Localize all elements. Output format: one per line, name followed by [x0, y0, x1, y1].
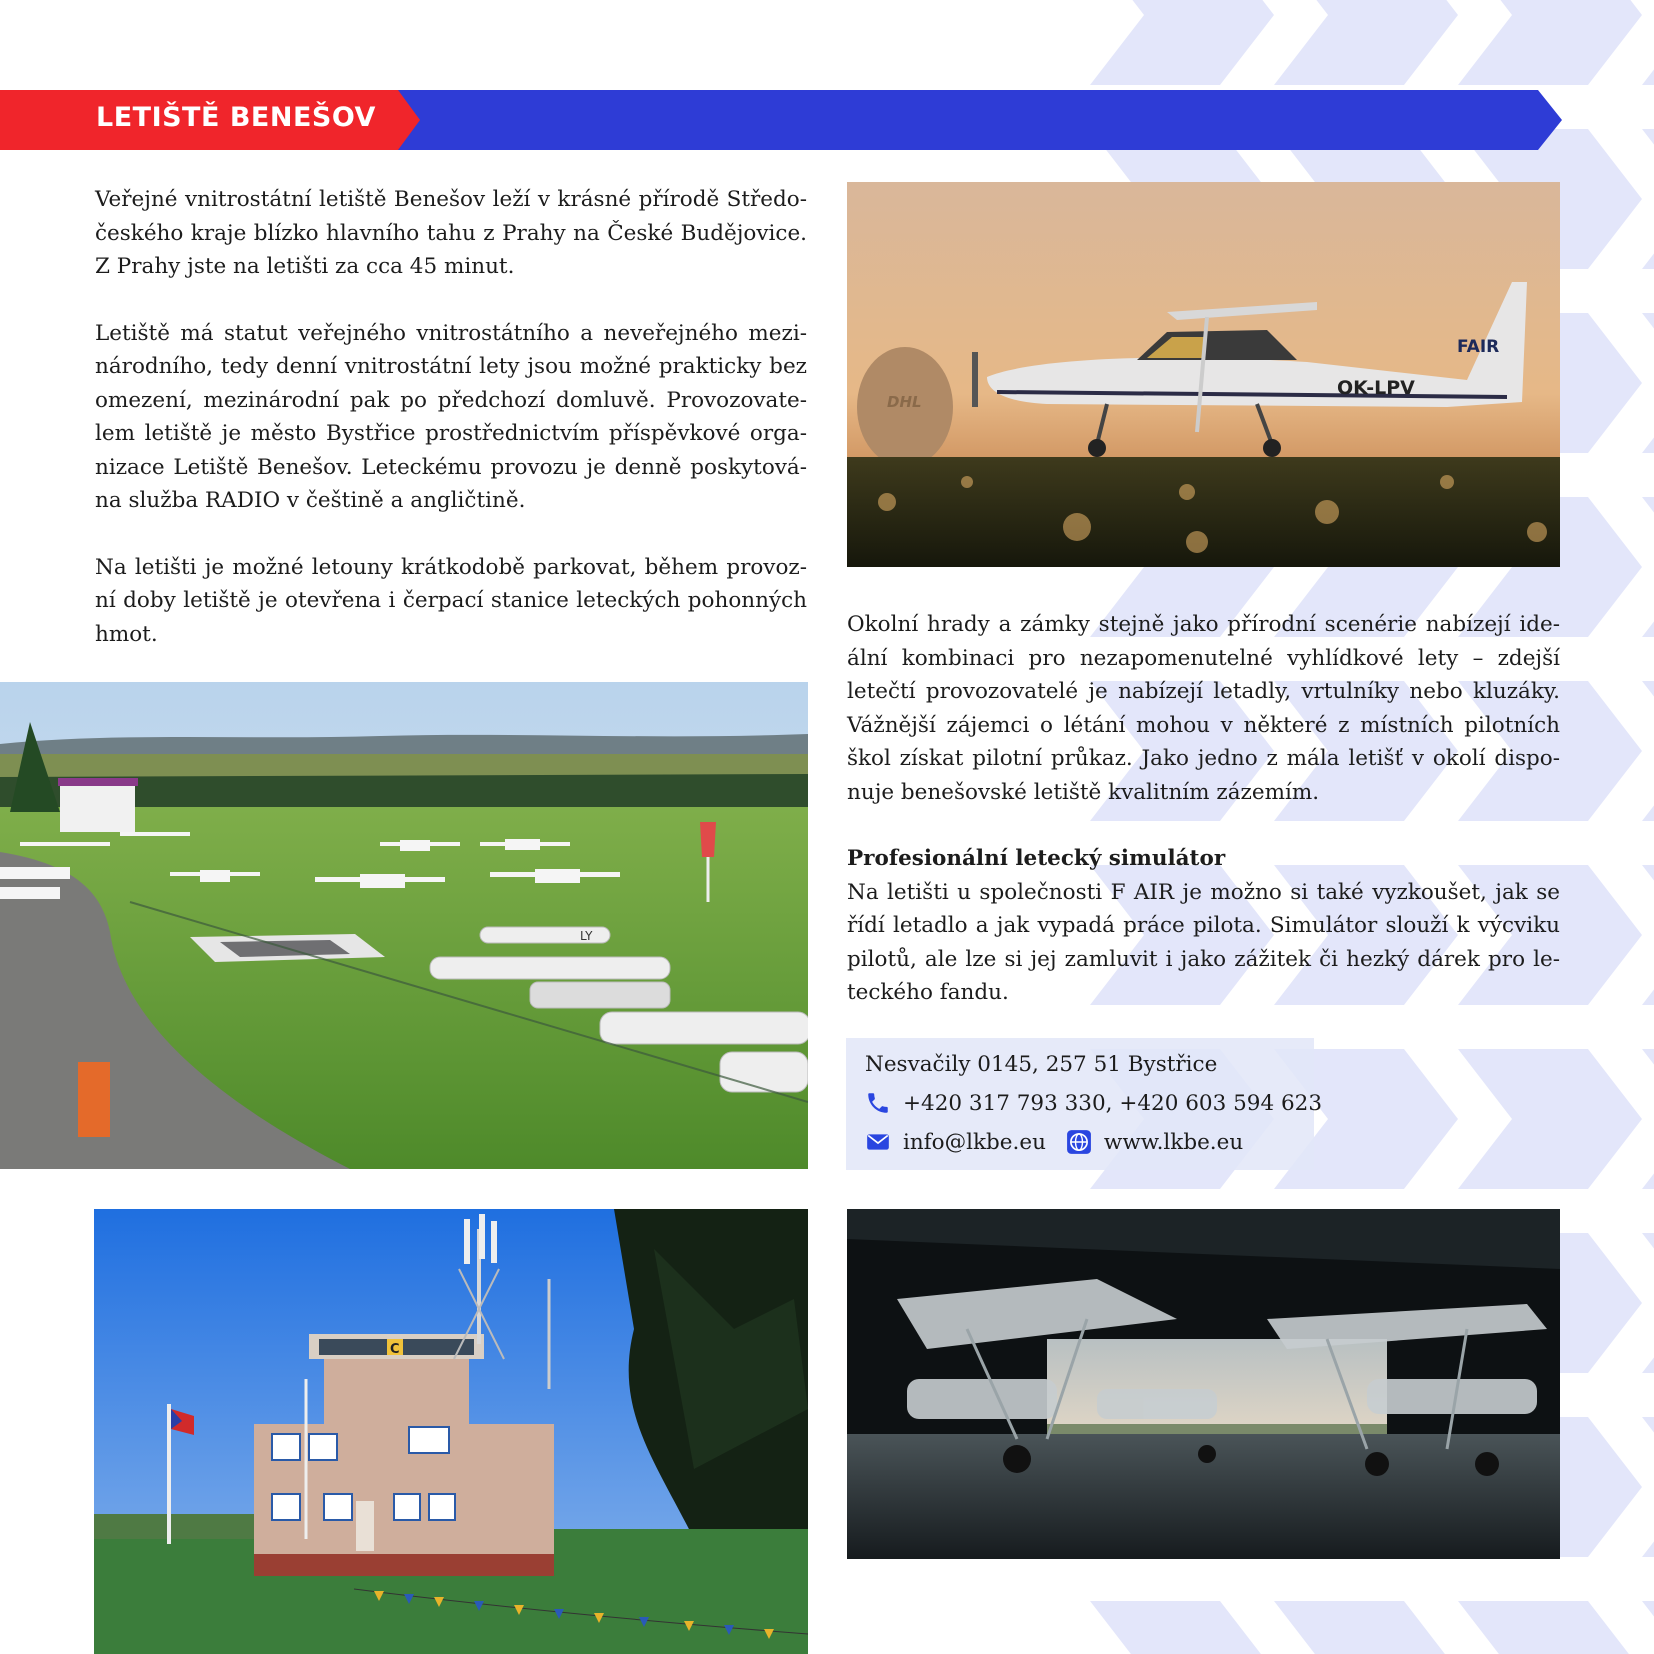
parking-paragraph: Na letišti je možné letouny krátkodobě parkovat, během provozní doby letiště je otevřena i čerpací stanice leteckých pohonných hmot.: [95, 554, 807, 647]
balloon-text: DHL: [887, 393, 922, 411]
intro-text-column: [95, 183, 807, 684]
intro-paragraph: Veřejné vnitrostátní letiště Benešov leží v krásné přírodě Středočeského kraje blízko hlavního tahu z Prahy na České Budějovice. Z Prahy jste na letišti za cca 45 minut.: [95, 187, 807, 279]
airplane-sunset-photo: [847, 182, 1560, 567]
activities-paragraph: Okolní hrady a zámky stejně jako přírodní scenérie nabízejí ideální kombinaci pro nezapomenutelné vyhlídkové lety – zdejší letečtí provozovatelé je nabízejí letadly, vrtulníky nebo kluzáky. Vážnější zájemci o létání mohou v některé z místních pilotních škol získat pilotní průkaz. Jako jedno z mála letišť v okolí disponuje benešovské letiště kvalitním zázemím.: [847, 612, 1560, 805]
website-link[interactable]: www.lkbe.eu: [1103, 1129, 1244, 1155]
tower-sign: C: [390, 1342, 400, 1357]
aircraft-registration: OK-LPV: [1337, 377, 1415, 399]
email-web-row: [865, 1129, 1243, 1155]
hangar-photo: [847, 1209, 1560, 1559]
page-title: LETIŠTĚ BENEŠOV: [96, 102, 376, 133]
status-paragraph: Letiště má statut veřejného vnitrostátního a neveřejného mezinárodního, tedy denní vnitrostátní lety jsou možné prakticky bez omezení, mezinárodní pak po předchozí domluvě. Provozovatelem letiště je město Bystřice prostřednictvím příspěvkové organizace Letiště Benešov. Leteckému provozu je denně poskytována služba RADIO v češtině a angličtině.: [95, 320, 807, 513]
phone-row: [865, 1090, 1322, 1116]
control-tower-photo: [94, 1209, 808, 1654]
email-icon: [865, 1129, 891, 1155]
tail-logo: FAIR: [1457, 337, 1500, 357]
address-text: Nesvačily 0145, 257 51 Bystřice: [865, 1052, 1218, 1077]
simulator-paragraph: Na letišti u společnosti F AIR je možno si také vyzkoušet, jak se řídí letadlo a jak vypadá práce pilota. Simulátor slouží k výcviku pilotů, ale lze si jej zamluvit i jako zážitek či hezký dárek pro leteckého fandu.: [847, 879, 1560, 1005]
address-row: [865, 1052, 1217, 1077]
phone-numbers[interactable]: +420 317 793 330, +420 603 594 623: [903, 1090, 1322, 1116]
phone-icon: [865, 1090, 891, 1116]
activities-text-column: [847, 608, 1560, 1010]
simulator-heading: Profesionální letecký simulátor: [847, 846, 1226, 871]
airfield-overview-photo: [0, 682, 808, 1169]
glider-mark: LY: [580, 929, 593, 943]
globe-icon: [1066, 1129, 1092, 1155]
contact-box: [846, 1038, 1322, 1170]
email-link[interactable]: info@lkbe.eu: [903, 1129, 1046, 1155]
